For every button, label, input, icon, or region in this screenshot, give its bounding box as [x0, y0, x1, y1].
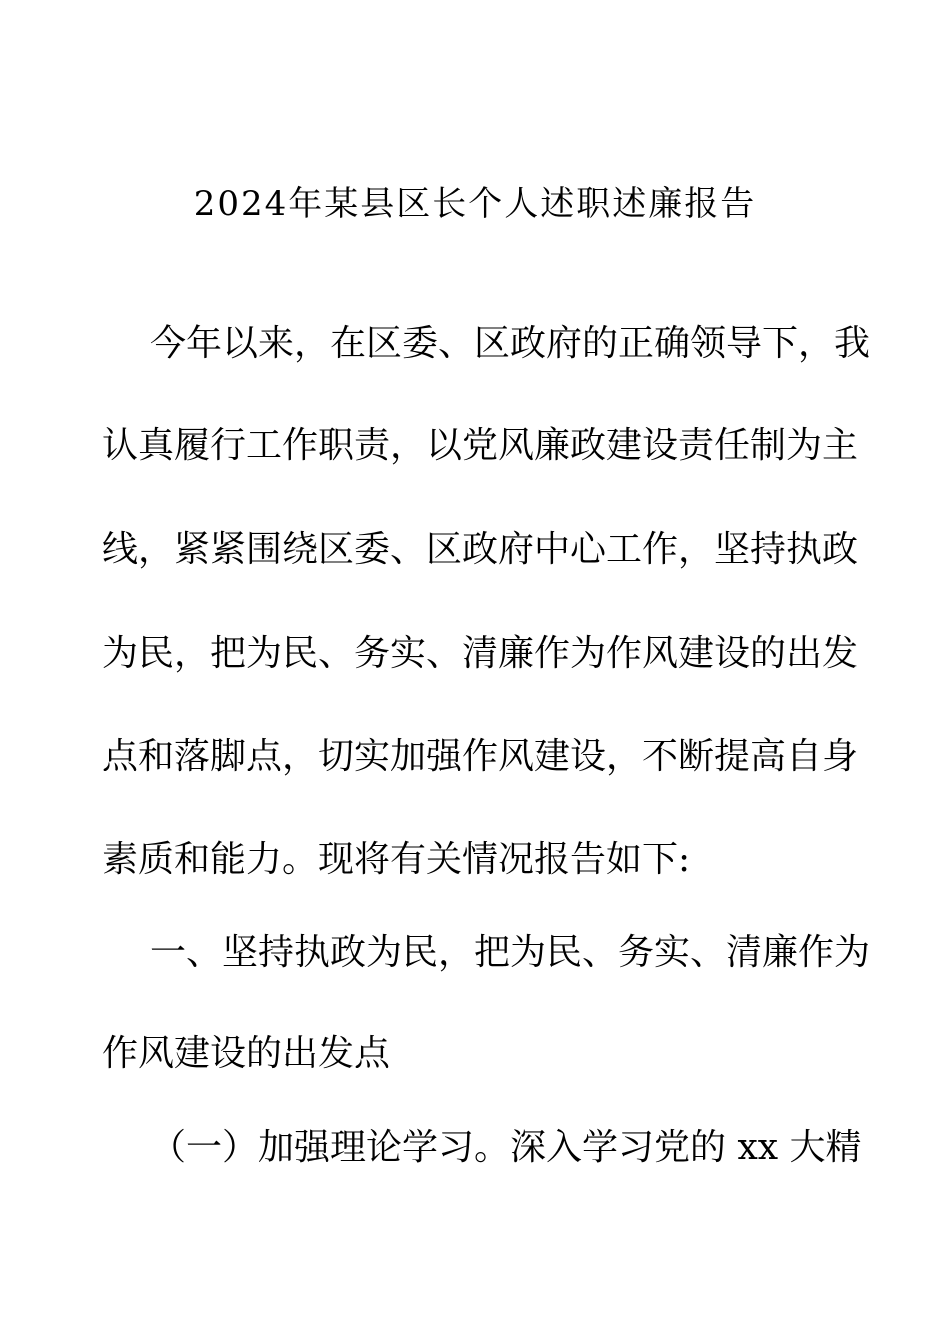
paragraph-line: 认真履行工作职责，以党风廉政建设责任制为主: [102, 425, 859, 466]
paragraph-line: 今年以来，在区委、区政府的正确领导下，我: [150, 323, 871, 364]
paragraph-line: 素质和能力。现将有关情况报告如下:: [102, 839, 691, 880]
document-title: 2024年某县区长个人述职述廉报告: [193, 184, 757, 224]
paragraph-line: 线，紧紧围绕区委、区政府中心工作，坚持执政: [102, 529, 859, 570]
paragraph-line: 为民，把为民、务实、清廉作为作风建设的出发: [102, 633, 859, 674]
paragraph-line: 点和落脚点，切实加强作风建设，不断提高自身: [102, 736, 859, 777]
section-heading-line: 一、坚持执政为民，把为民、务实、清廉作为: [150, 932, 871, 973]
subsection-line: （一）加强理论学习。深入学习党的 xx 大精: [150, 1127, 862, 1168]
section-heading-line: 作风建设的出发点: [102, 1033, 391, 1074]
